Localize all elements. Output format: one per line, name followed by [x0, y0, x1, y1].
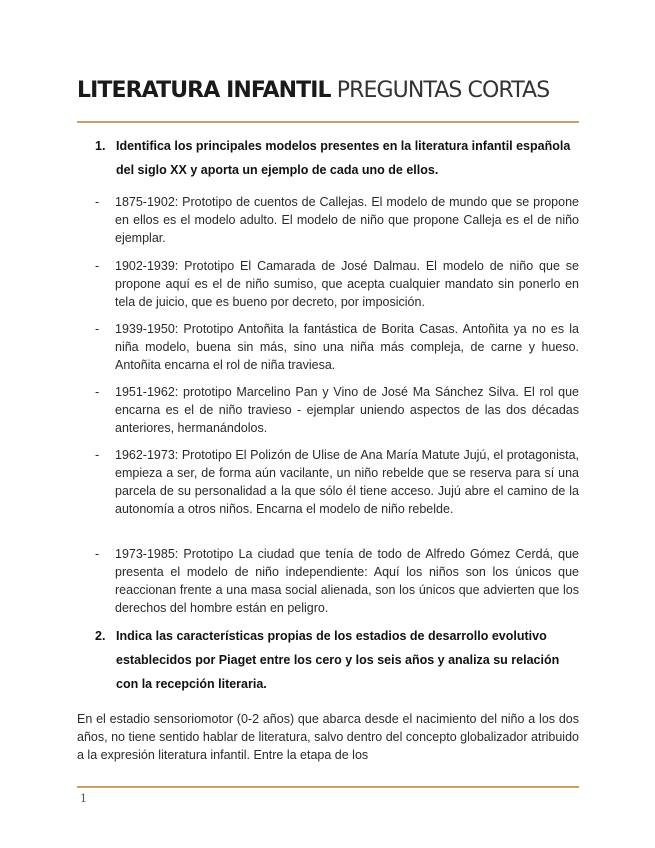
list-item-text: 1951-1962: prototipo Marcelino Pan y Vino de José Ma Sánchez Silva. El rol que encarna es el de niño travieso - ejemplar uniendo aspectos de las dos décadas anteriores, hermanándolos. — [115, 385, 579, 435]
bullet-dash: - — [95, 547, 100, 561]
list-item — [95, 257, 579, 311]
list-item-text: 1973-1985: Prototipo La ciudad que tenía de todo de Alfredo Gómez Cerdá, que presenta el modelo de niño independiente: Aquí los niños son los únicos que reaccionan frente a una masa social alienada, son los únicos que advierten que los derechos del hombre están en peligro. — [115, 547, 579, 615]
bullet-dash: - — [95, 448, 100, 462]
question-2-number: 2. — [95, 629, 106, 643]
question-1-number: 1. — [95, 139, 106, 153]
list-item — [95, 383, 579, 437]
bullet-dash: - — [95, 259, 100, 273]
question-1 — [95, 134, 579, 182]
question-2-text: Indica las características propias de los estadios de desarrollo evolutivo establecidos por Piaget entre los cero y los seis años y analiza su relación con la recepción literaria. — [116, 629, 560, 691]
list-item — [95, 320, 579, 374]
list-item-text: 1875-1902: Prototipo de cuentos de Callejas. El modelo de mundo que se propone en ellos es el modelo adulto. El modelo de niño que propone Calleja es el de niño ejemplar. — [115, 195, 579, 245]
list-item-text: 1962-1973: Prototipo El Polizón de Ulise de Ana María Matute Jujú, el protagonista, empieza a ser, de forma aún vacilante, un niño rebelde que se reserva para sí una parcela de su personalidad a la que sólo él tiene acceso. Jujú abre el camino de la autonomía a otros niños. Encarna el modelo de niño rebelde. — [115, 448, 579, 516]
footer-divider — [77, 786, 579, 788]
title-light: PREGUNTAS CORTAS — [336, 78, 550, 103]
page-number: 1 — [80, 792, 87, 805]
title-bold: LITERATURA INFANTIL — [77, 78, 331, 103]
bullet-dash: - — [95, 385, 100, 399]
list-item — [95, 446, 579, 518]
list-item-text: 1939-1950: Prototipo Antoñita la fantástica de Borita Casas. Antoñita ya no es la niña modelo, buena sin más, sino una niña más compleja, de carne y hueso. Antoñita encarna el rol de niña traviesa. — [115, 322, 579, 372]
list-item — [95, 193, 579, 247]
question-2 — [95, 624, 579, 696]
list-item — [95, 545, 579, 617]
header-divider — [77, 121, 579, 123]
bullet-dash: - — [95, 195, 100, 209]
bullet-dash: - — [95, 322, 100, 336]
body-paragraph: En el estadio sensoriomotor (0-2 años) que abarca desde el nacimiento del niño a los dos años, no tiene sentido hablar de literatura, salvo dentro del concepto globalizador atribuido a la expresión literatura infantil. Entre la etapa de los — [77, 712, 579, 762]
list-item-text: 1902-1939: Prototipo El Camarada de José Dalmau. El modelo de niño que se propone aquí es el de niño sumiso, que acepta cualquier mandato sin ponerlo en tela de juicio, que es bueno por decreto, por imposición. — [115, 259, 579, 309]
question-1-text: Identifica los principales modelos presentes en la literatura infantil española del siglo XX y aporta un ejemplo de cada uno de ellos. — [116, 139, 571, 177]
page-title — [77, 78, 597, 103]
